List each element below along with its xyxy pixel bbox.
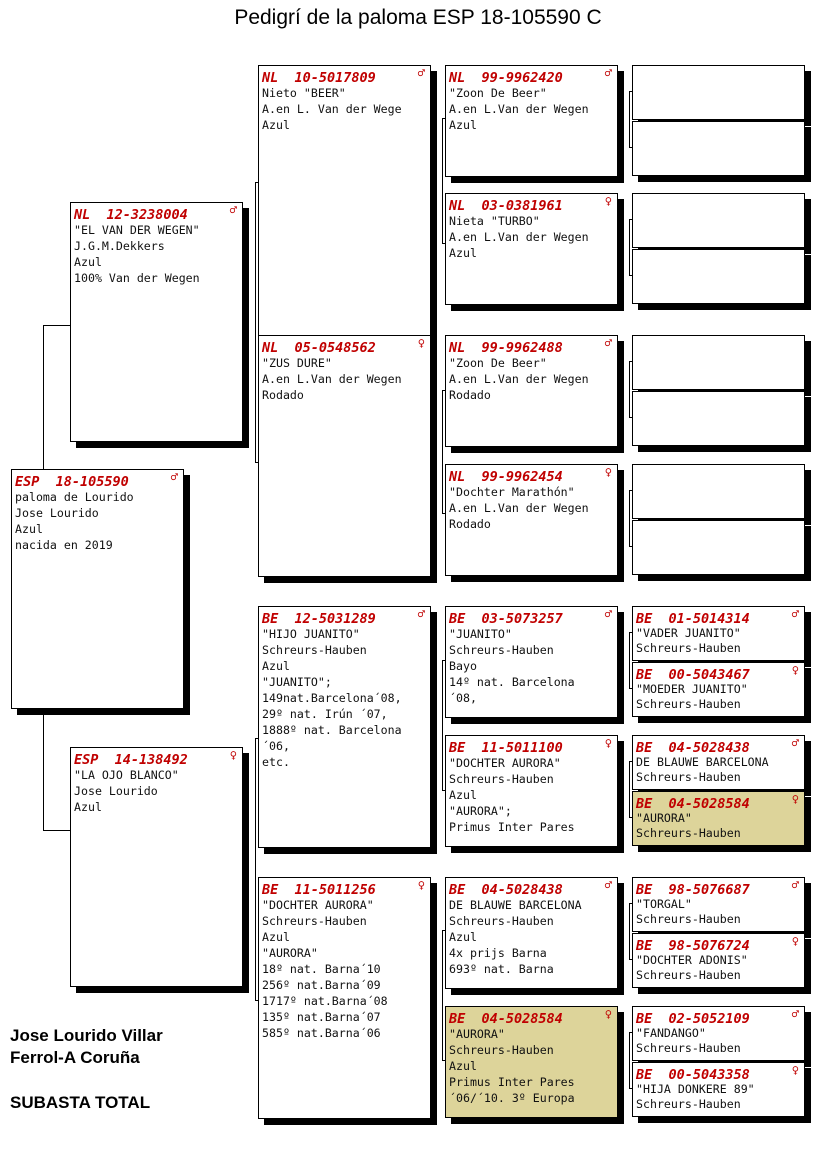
pedigree-line: Schreurs-Hauben [636, 641, 741, 655]
ring-country: BE [636, 1011, 653, 1027]
ring-number: 98-5076687 [668, 882, 750, 898]
ring-spacer [652, 882, 668, 898]
pedigree-box-gen5-1 [632, 65, 805, 120]
ring-country: BE [449, 882, 466, 898]
female-symbol-icon: ♀ [604, 1007, 612, 1021]
ring-header [262, 67, 427, 85]
ring-header [636, 793, 801, 811]
ring-country: NL [449, 340, 466, 356]
male-symbol-icon: ♂ [417, 607, 425, 621]
ring-country: BE [636, 882, 653, 898]
ring-spacer [90, 207, 106, 223]
pedigree-line: Schreurs-Hauben [636, 1097, 741, 1111]
pedigree-box-gen5-4 [632, 249, 805, 304]
male-symbol-icon: ♂ [604, 336, 612, 350]
pedigree-line: DE BLAUWE BARCELONA [636, 755, 769, 769]
ring-number: 04-5028584 [668, 796, 750, 812]
male-symbol-icon: ♂ [604, 66, 612, 80]
pedigree-line: Azul [449, 930, 477, 944]
pedigree-line: Azul [74, 800, 102, 814]
pedigree-line: "LA OJO BLANCO" [74, 768, 179, 782]
pedigree-line: paloma de Lourido [15, 490, 134, 504]
ring-number: 00-5043358 [668, 1067, 750, 1083]
ring-header [449, 608, 614, 626]
pedigree-line: Schreurs-Hauben [636, 968, 741, 982]
pedigree-line: J.G.M.Dekkers [74, 239, 165, 253]
ring-spacer [39, 474, 55, 490]
ring-spacer [465, 198, 481, 214]
ring-spacer [465, 740, 481, 756]
pedigree-box-gen5-5 [632, 335, 805, 390]
pedigree-line: Schreurs-Hauben [262, 643, 367, 657]
connector-line [442, 118, 443, 243]
pedigree-line: Rodado [262, 388, 304, 402]
connector-line [629, 1032, 630, 1088]
pedigree-line: Schreurs-Hauben [449, 772, 554, 786]
connector-line [629, 361, 630, 417]
pedigree-line: Schreurs-Hauben [636, 770, 741, 784]
ring-spacer [278, 70, 294, 86]
ring-number: 98-5076724 [668, 938, 750, 954]
pedigree-line: 100% Van der Wegen [74, 271, 200, 285]
pedigree-line: "ZUS DURE" [262, 356, 332, 370]
male-symbol-icon: ♂ [791, 736, 799, 750]
pedigree-line: Rodado [449, 517, 491, 531]
pedigree-box-gen4-8 [445, 1006, 618, 1118]
connector-line [629, 490, 630, 546]
connector-line [629, 632, 630, 688]
ring-header [636, 664, 801, 682]
ring-spacer [98, 752, 114, 768]
ring-header [449, 195, 614, 213]
ring-country: BE [636, 938, 653, 954]
ring-country: BE [449, 611, 466, 627]
pedigree-box-gen4-3 [445, 335, 618, 447]
ring-spacer [465, 340, 481, 356]
pedigree-box-gen5-9 [632, 606, 805, 661]
pedigree-box-gen2-1 [70, 202, 243, 442]
pedigree-line: Azul [15, 522, 43, 536]
pedigree-line: 149nat.Barcelona´08, [262, 691, 402, 705]
ring-header [449, 737, 614, 755]
connector-line [43, 325, 70, 326]
ring-number: 99-9962488 [481, 340, 563, 356]
connector-line [442, 660, 443, 790]
pedigree-box-gen4-6 [445, 735, 618, 847]
female-symbol-icon: ♀ [229, 748, 237, 762]
female-symbol-icon: ♀ [791, 663, 799, 677]
pedigree-line: "AURORA"; [449, 804, 512, 818]
pedigree-box-gen5-12 [632, 791, 805, 846]
ring-country: BE [636, 1067, 653, 1083]
owner-name: Jose Lourido Villar [10, 1026, 163, 1045]
pedigree-line: Jose Lourido [15, 506, 99, 520]
ring-number: 99-9962454 [481, 469, 563, 485]
male-symbol-icon: ♂ [791, 1007, 799, 1021]
connector-line [629, 761, 630, 817]
pedigree-line: 585º nat.Barna´06 [262, 1026, 381, 1040]
ring-number: 05-0548562 [294, 340, 376, 356]
pedigree-line: "Dochter Marathón" [449, 485, 575, 499]
male-symbol-icon: ♂ [604, 878, 612, 892]
pedigree-line: "EL VAN DER WEGEN" [74, 223, 200, 237]
ring-spacer [465, 1011, 481, 1027]
pedigree-line: 1888º nat. Barcelona [262, 723, 402, 737]
ring-header [449, 1008, 614, 1026]
pedigree-line: "JUANITO"; [262, 675, 332, 689]
female-symbol-icon: ♀ [791, 1063, 799, 1077]
ring-header [449, 337, 614, 355]
ring-header [636, 608, 801, 626]
sale-note: SUBASTA TOTAL [10, 1093, 151, 1112]
ring-header [262, 337, 427, 355]
pedigree-line: "MOEDER JUANITO" [636, 682, 748, 696]
pedigree-line: Primus Inter Pares [449, 1075, 575, 1089]
pedigree-line: A.en L.Van der Wegen [449, 372, 589, 386]
pedigree-box-gen5-15 [632, 1006, 805, 1061]
pedigree-line: Azul [262, 930, 290, 944]
pedigree-box-gen2-2 [70, 747, 243, 987]
pedigree-box-gen5-14 [632, 933, 805, 988]
pedigree-line: ´08, [449, 691, 477, 705]
male-symbol-icon: ♂ [791, 607, 799, 621]
ring-number: 04-5028584 [481, 1011, 563, 1027]
ring-number: 99-9962420 [481, 70, 563, 86]
pedigree-box-gen5-13 [632, 877, 805, 932]
pedigree-box-gen4-5 [445, 606, 618, 718]
ring-number: 11-5011256 [294, 882, 376, 898]
connector-line [255, 182, 256, 462]
pedigree-line: Azul [449, 118, 477, 132]
connector-line [442, 930, 443, 1060]
pedigree-line: "Zoon De Beer" [449, 356, 547, 370]
ring-header [636, 935, 801, 953]
ring-number: 12-5031289 [294, 611, 376, 627]
pedigree-line: Schreurs-Hauben [449, 914, 554, 928]
ring-header [636, 879, 801, 897]
ring-country: BE [262, 611, 279, 627]
ring-header [262, 879, 427, 897]
ring-header [74, 204, 239, 222]
ring-spacer [278, 611, 294, 627]
female-symbol-icon: ♀ [604, 465, 612, 479]
ring-header [262, 608, 427, 626]
pedigree-line: "AURORA" [636, 811, 692, 825]
pedigree-line: "DOCHTER AURORA" [449, 756, 561, 770]
ring-number: 04-5028438 [668, 740, 750, 756]
pedigree-line: Azul [449, 788, 477, 802]
pedigree-line: Schreurs-Hauben [636, 697, 741, 711]
pedigree-line: etc. [262, 755, 290, 769]
pedigree-line: ´06/´10. 3º Europa [449, 1091, 575, 1105]
male-symbol-icon: ♂ [170, 470, 178, 484]
pedigree-line: A.en L.Van der Wegen [449, 230, 589, 244]
pedigree-line: "HIJO JUANITO" [262, 627, 360, 641]
pedigree-line: Azul [262, 659, 290, 673]
ring-spacer [465, 611, 481, 627]
pedigree-line: Bayo [449, 659, 477, 673]
ring-spacer [652, 1067, 668, 1083]
pedigree-box-gen1-1 [11, 469, 184, 709]
ring-country: ESP [15, 474, 40, 490]
ring-spacer [652, 611, 668, 627]
pedigree-line: 693º nat. Barna [449, 962, 554, 976]
ring-country: NL [449, 469, 466, 485]
pedigree-box-gen4-1 [445, 65, 618, 177]
pedigree-line: 14º nat. Barcelona [449, 675, 575, 689]
pedigree-line: "AURORA" [262, 946, 318, 960]
pedigree-line: "DOCHTER AURORA" [262, 898, 374, 912]
female-symbol-icon: ♀ [417, 336, 425, 350]
pedigree-box-gen5-11 [632, 735, 805, 790]
ring-header [449, 466, 614, 484]
ring-country: BE [636, 611, 653, 627]
connector-line [43, 830, 70, 831]
male-symbol-icon: ♂ [417, 66, 425, 80]
pedigree-line: A.en L. Van der Wege [262, 102, 402, 116]
pedigree-line: Primus Inter Pares [449, 820, 575, 834]
connector-line [629, 91, 630, 147]
male-symbol-icon: ♂ [604, 607, 612, 621]
connector-line [629, 903, 630, 959]
female-symbol-icon: ♀ [604, 194, 612, 208]
ring-country: NL [262, 70, 279, 86]
ring-country: BE [449, 740, 466, 756]
pedigree-line: Schreurs-Hauben [262, 914, 367, 928]
ring-spacer [652, 938, 668, 954]
connector-line [442, 390, 443, 513]
pedigree-line: Schreurs-Hauben [636, 1041, 741, 1055]
male-symbol-icon: ♂ [791, 878, 799, 892]
ring-country: ESP [74, 752, 99, 768]
pedigree-line: "DOCHTER ADONIS" [636, 953, 748, 967]
pedigree-line: Rodado [449, 388, 491, 402]
pedigree-line: "Zoon De Beer" [449, 86, 547, 100]
ring-number: 14-138492 [114, 752, 188, 768]
ring-number: 18-105590 [55, 474, 129, 490]
ring-spacer [278, 340, 294, 356]
pedigree-line: 1717º nat.Barna´08 [262, 994, 388, 1008]
pedigree-box-gen5-6 [632, 391, 805, 446]
female-symbol-icon: ♀ [791, 934, 799, 948]
pedigree-box-gen5-8 [632, 520, 805, 575]
ring-spacer [652, 667, 668, 683]
ring-number: 03-0381961 [481, 198, 563, 214]
pedigree-line: nacida en 2019 [15, 538, 113, 552]
pedigree-line: "HIJA DONKERE 89" [636, 1082, 755, 1096]
pedigree-line: Azul [74, 255, 102, 269]
pedigree-line: 135º nat.Barna´07 [262, 1010, 381, 1024]
ring-country: NL [262, 340, 279, 356]
ring-number: 04-5028438 [481, 882, 563, 898]
pedigree-line: Azul [262, 118, 290, 132]
female-symbol-icon: ♀ [791, 792, 799, 806]
pedigree-line: Schreurs-Hauben [449, 643, 554, 657]
pedigree-line: A.en L.Van der Wegen [262, 372, 402, 386]
ring-number: 12-3238004 [106, 207, 188, 223]
pedigree-box-gen4-4 [445, 464, 618, 576]
ring-country: BE [636, 667, 653, 683]
pedigree-line: Schreurs-Hauben [449, 1043, 554, 1057]
ring-header [636, 737, 801, 755]
ring-spacer [465, 70, 481, 86]
pedigree-line: 4x prijs Barna [449, 946, 547, 960]
pedigree-line: ´06, [262, 739, 290, 753]
pedigree-line: Schreurs-Hauben [636, 826, 741, 840]
connector-line [629, 219, 630, 275]
ring-number: 01-5014314 [668, 611, 750, 627]
ring-header [74, 749, 239, 767]
pedigree-line: "FANDANGO" [636, 1026, 706, 1040]
ring-spacer [465, 469, 481, 485]
pedigree-line: DE BLAUWE BARCELONA [449, 898, 582, 912]
ring-country: NL [74, 207, 91, 223]
pedigree-box-gen5-3 [632, 193, 805, 248]
ring-header [15, 471, 180, 489]
female-symbol-icon: ♀ [417, 878, 425, 892]
pedigree-box-gen3-4 [258, 877, 431, 1119]
pedigree-line: Azul [449, 246, 477, 260]
pedigree-box-gen4-2 [445, 193, 618, 305]
pedigree-box-gen5-10 [632, 662, 805, 717]
pedigree-line: Jose Lourido [74, 784, 158, 798]
ring-spacer [652, 740, 668, 756]
pedigree-line: A.en L.Van der Wegen [449, 501, 589, 515]
ring-spacer [278, 882, 294, 898]
pedigree-line: Nieta "TURBO" [449, 214, 540, 228]
owner-location: Ferrol-A Coruña [10, 1048, 140, 1067]
page-title: Pedigrí de la paloma ESP 18-105590 C [234, 6, 602, 29]
ring-header [449, 879, 614, 897]
pedigree-box-gen4-7 [445, 877, 618, 989]
pedigree-line: 18º nat. Barna´10 [262, 962, 381, 976]
ring-header [636, 1064, 801, 1082]
pedigree-box-gen3-2 [258, 335, 431, 577]
pedigree-line: "JUANITO" [449, 627, 512, 641]
pedigree-line: "VADER JUANITO" [636, 626, 741, 640]
ring-country: NL [449, 198, 466, 214]
ring-country: BE [449, 1011, 466, 1027]
connector-line [255, 738, 256, 1000]
pedigree-line: "TORGAL" [636, 897, 692, 911]
ring-country: BE [262, 882, 279, 898]
ring-spacer [465, 882, 481, 898]
male-symbol-icon: ♂ [229, 203, 237, 217]
ring-spacer [652, 796, 668, 812]
pedigree-box-gen5-2 [632, 121, 805, 176]
ring-number: 03-5073257 [481, 611, 563, 627]
ring-country: NL [449, 70, 466, 86]
ring-number: 02-5052109 [668, 1011, 750, 1027]
pedigree-line: "AURORA" [449, 1027, 505, 1041]
pedigree-line: Azul [449, 1059, 477, 1073]
female-symbol-icon: ♀ [604, 736, 612, 750]
ring-number: 00-5043467 [668, 667, 750, 683]
ring-number: 11-5011100 [481, 740, 563, 756]
pedigree-box-gen3-3 [258, 606, 431, 848]
pedigree-line: 29º nat. Irún ´07, [262, 707, 388, 721]
ring-country: BE [636, 740, 653, 756]
ring-header [449, 67, 614, 85]
pedigree-line: Schreurs-Hauben [636, 912, 741, 926]
ring-header [636, 1008, 801, 1026]
pedigree-box-gen5-16 [632, 1062, 805, 1117]
pedigree-line: Nieto "BEER" [262, 86, 346, 100]
pedigree-box-gen5-7 [632, 464, 805, 519]
ring-country: BE [636, 796, 653, 812]
ring-spacer [652, 1011, 668, 1027]
pedigree-line: A.en L.Van der Wegen [449, 102, 589, 116]
pedigree-line: 256º nat.Barna´09 [262, 978, 381, 992]
ring-number: 10-5017809 [294, 70, 376, 86]
